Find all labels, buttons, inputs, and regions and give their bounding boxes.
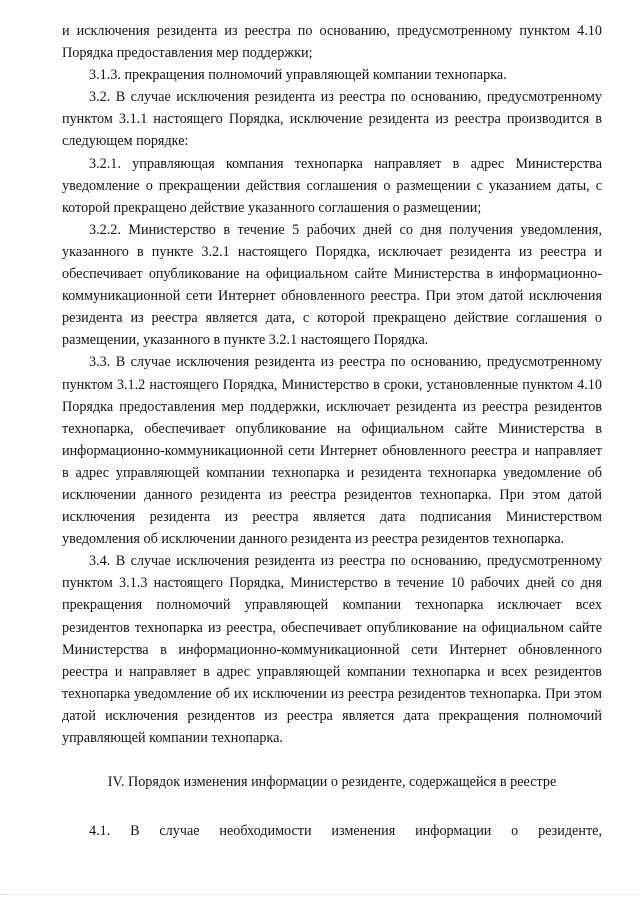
paragraph-3-2: 3.2. В случае исключения резидента из реестра по основанию, предусмотренному пунктом 3.1.1 настоящего Порядка, исключение резидента из реестра производится в следующем порядке: (62, 89, 602, 150)
paragraph-3-1-3: 3.1.3. прекращения полномочий управляющей компании технопарка. (89, 67, 507, 84)
paragraph-4-1: 4.1. В случае необходимости изменения информации о резиденте, (89, 823, 602, 840)
paragraph-3-3: 3.3. В случае исключения резидента из реестра по основанию, предусмотренному пунктом 3.1.2 настоящего Порядка, Министерство в сроки, установленные пунктом 4.10 Порядка предоставления мер поддержки, исключает резидента из реестра резидентов технопарка, обеспечивает опубликование на официальном сайте Министерства в информационно-коммуникационной сети Интернет обновленного реестра и направляет в адрес управляющей компании технопарка и резидента технопарка уведомление об исключении данного резидента из реестра резидентов технопарка. При этом датой исключения резидента из реестра является дата подписания Министерством уведомления об исключении данного резидента из реестра резидентов технопарка. (62, 354, 602, 548)
paragraph-3-2-1: 3.2.1. управляющая компания технопарка направляет в адрес Министерства уведомление о прекращении действия соглашения о размещении с указанием даты, с которой прекращено действие указанного соглашения о размещении; (62, 155, 602, 216)
page-bottom-edge (0, 894, 640, 905)
section-heading: IV. Порядок изменения информации о резиденте, содержащейся в реестре (107, 774, 557, 791)
paragraph-3-4: 3.4. В случае исключения резидента из реестра по основанию, предусмотренному пунктом 3.1.3 настоящего Порядка, Министерство в течение 10 рабочих дней со дня прекращения полномочий управляющей компании технопарка исключает всех резидентов технопарка из реестра, обеспечивает опубликование на официальном сайте Министерства в информационно-коммуникационной сети Интернет обновленного реестра и направляет в адрес управляющей компании технопарка и всех резидентов технопарка уведомление об их исключении из реестра резидентов технопарка. При этом датой исключения резидентов из реестра является дата прекращения полномочий управляющей компании технопарка. (62, 553, 602, 746)
paragraph-3-2-2: 3.2.2. Министерство в течение 5 рабочих дней со дня получения уведомления, указанного в пункте 3.2.1 настоящего Порядка, исключает резидента из реестра и обеспечивает опубликование на официальном сайте Министерства в информационно-коммуникационной сети Интернет обновленного реестра. При этом датой исключения резидента из реестра является дата, с которой прекращено действие соглашения о размещении, указанного в пункте 3.2.1 настоящего Порядка. (62, 221, 602, 349)
paragraph-continuation: и исключения резидента из реестра по основанию, предусмотренному пунктом 4.10 Порядка предоставления мер поддержки; (62, 23, 602, 62)
